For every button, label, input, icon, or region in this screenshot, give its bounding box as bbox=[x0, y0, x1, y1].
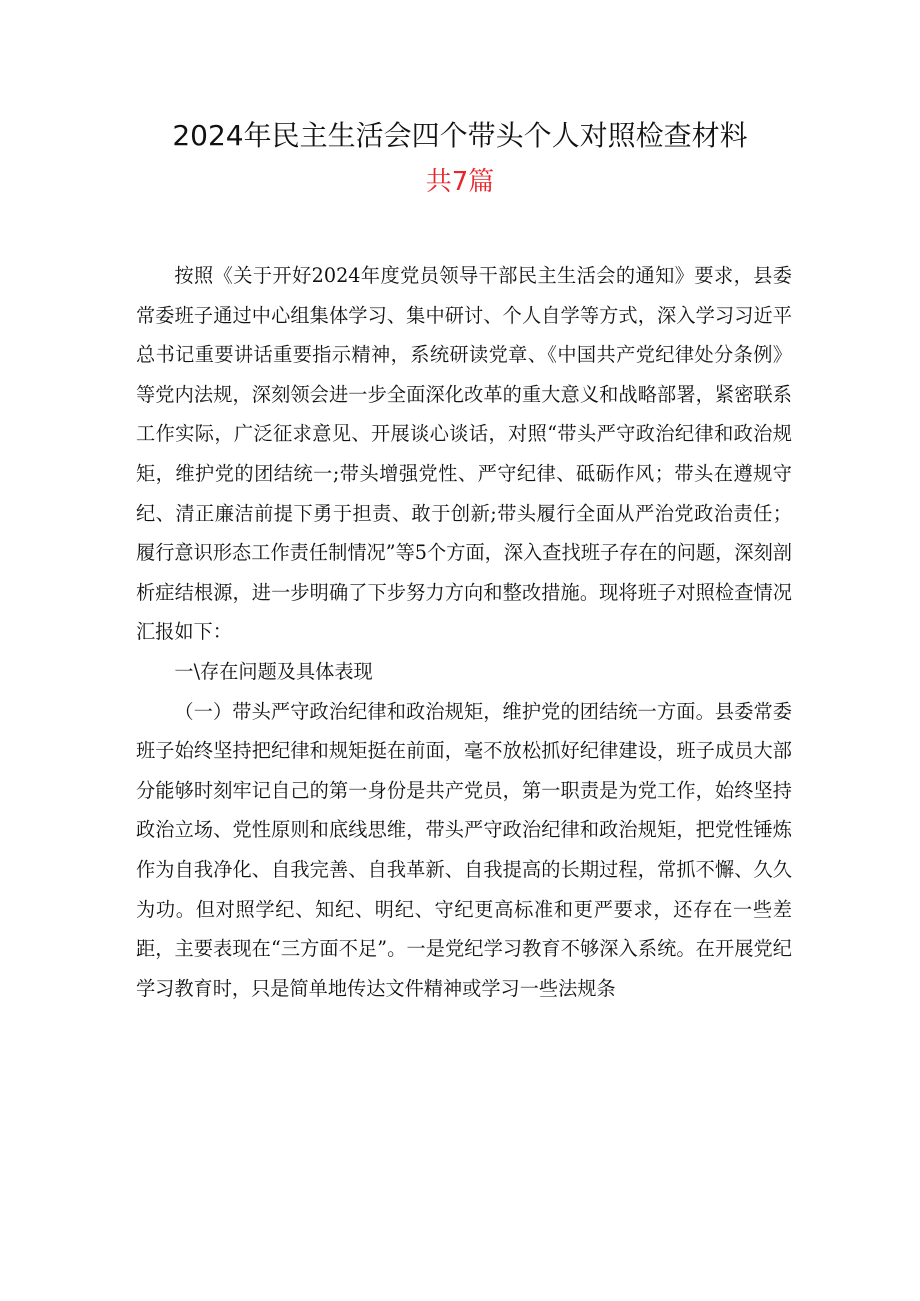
document-body bbox=[136, 256, 792, 1008]
document-subtitle: 共7篇 bbox=[425, 167, 495, 197]
intro-paragraph: 按照《关于开好2024年度党员领导干部民主生活会的通知》要求，县委常委班子通过中心组集体学习、集中研讨、个人自学等方式，深入学习习近平总书记重要讲话重要指示精神，系统研读党章、《中国共产党纪律处分条例》等党内法规，深刻领会进一步全面深化改革的重大意义和战略部署，紧密联系工作实际，广泛征求意见、开展谈心谈话，对照“带头严守政治纪律和政治规矩，维护党的团结统一;带头增强党性、严守纪律、砥砺作风；带头在遵规守纪、清正廉洁前提下勇于担责、敢于创新;带头履行全面从严治党政治责任；履行意识形态工作责任制情况”等5个方面，深入查找班子存在的问题，深刻剖析症结根源，进一步明确了下步努力方向和整改措施。现将班子对照检查情况汇报如下： bbox=[136, 264, 792, 644]
section-paragraph: （一）带头严守政治纪律和政治规矩，维护党的团结统一方面。县委常委班子始终坚持把纪律和规矩挺在前面，毫不放松抓好纪律建设，班子成员大部分能够时刻牢记自己的第一身份是共产党员，第一职责是为党工作，始终坚持政治立场、党性原则和底线思维，带头严守政治纪律和政治规矩，把党性锤炼作为自我净化、自我完善、自我革新、自我提高的长期过程，常抓不懈、久久为功。但对照学纪、知纪、明纪、守纪更高标准和更严要求，还存在一些差距，主要表现在“三方面不足”。一是党纪学习教育不够深入系统。在开展党纪学习教育时，只是简单地传达文件精神或学习一些法规条 bbox=[136, 699, 792, 1000]
section-heading: 一\存在问题及具体表现 bbox=[174, 659, 373, 683]
document-title: 2024年民主生活会四个带头个人对照检查材料 bbox=[172, 119, 748, 152]
